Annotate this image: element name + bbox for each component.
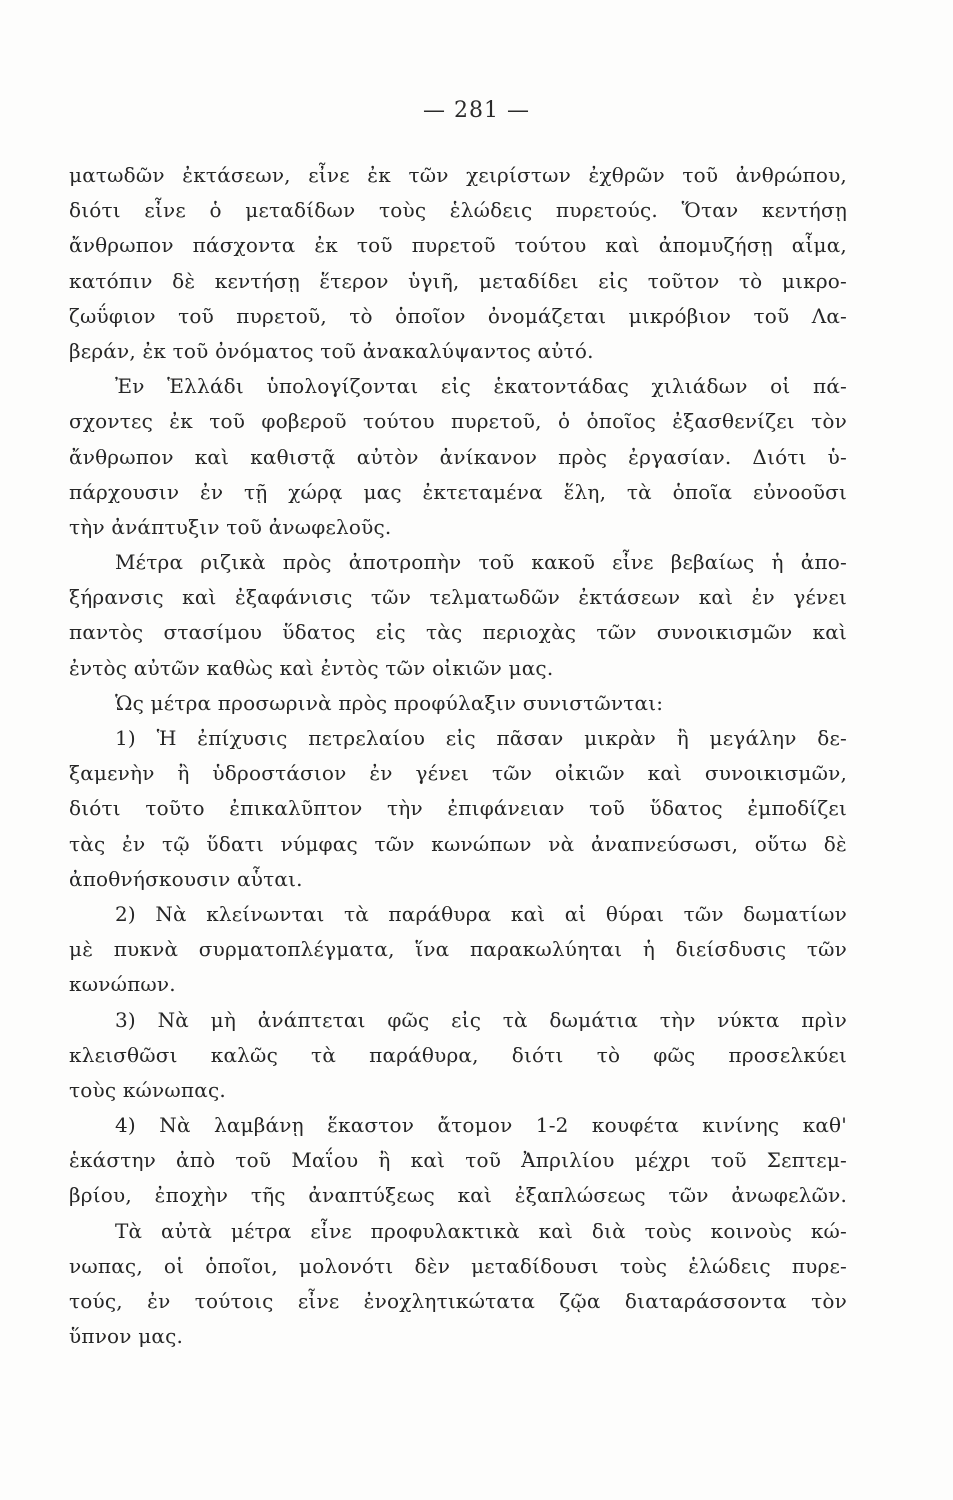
text-line: νωπας, οἱ ὁποῖοι, μολονότι δὲν μεταδίδουσι τοὺς ἑλώδεις πυρε- xyxy=(69,1253,847,1278)
text-line: Ὡς μέτρα προσωρινὰ πρὸς προφύλαξιν συνιστῶνται: xyxy=(115,690,664,715)
text-line: βρίου, ἐποχὴν τῆς ἀναπτύξεως καὶ ἐξαπλώσεως τῶν ἀνωφελῶν. xyxy=(69,1183,847,1208)
text-line: ἀποθνήσκουσιν αὗται. xyxy=(69,866,303,891)
text-line: 4) Νὰ λαμβάνῃ ἕκαστον ἄτομον 1-2 κουφέτα κινίνης καθ' xyxy=(115,1113,847,1138)
text-line: ἄνθρωπον καὶ καθιστᾷ αὐτὸν ἀνίκανον πρὸς ἐργασίαν. Διότι ὑ- xyxy=(69,444,847,469)
text-line: διότι εἶνε ὁ μεταδίδων τοὺς ἑλώδεις πυρετούς. Ὅταν κεντήσῃ xyxy=(69,198,847,223)
text-line: ματωδῶν ἐκτάσεων, εἶνε ἐκ τῶν χειρίστων ἐχθρῶν τοῦ ἀνθρώπου, xyxy=(69,163,847,187)
text-line: ἐντὸς αὐτῶν καθὼς καὶ ἐντὸς τῶν οἰκιῶν μας. xyxy=(69,655,554,680)
text-line: τούς, ἐν τούτοις εἶνε ἐνοχλητικώτατα ζῷα διαταράσσοντα τὸν xyxy=(69,1289,847,1313)
text-line: τὰς ἐν τῷ ὕδατι νύμφας τῶν κωνώπων νὰ ἀναπνεύσωσι, οὕτω δὲ xyxy=(69,831,847,856)
text-line: παντὸς στασίμου ὕδατος εἰς τὰς περιοχὰς τῶν συνοικισμῶν καὶ xyxy=(69,620,847,645)
text-line: μὲ πυκνὰ συρματοπλέγματα, ἵνα παρακωλύηται ἡ διείσδυσις τῶν xyxy=(69,937,847,962)
page-number: — 281 — xyxy=(423,98,530,123)
text-line: τοὺς κώνωπας. xyxy=(69,1077,226,1102)
body-text xyxy=(69,158,847,1354)
text-line: βεράν, ἐκ τοῦ ὀνόματος τοῦ ἀνακαλύψαντος αὐτό. xyxy=(69,338,594,363)
text-line: Μέτρα ριζικὰ πρὸς ἀποτροπὴν τοῦ κακοῦ εἶνε βεβαίως ἡ ἀπο- xyxy=(115,550,847,575)
text-line: 1) Ἡ ἐπίχυσις πετρελαίου εἰς πᾶσαν μικρὰν ἢ μεγάλην δε- xyxy=(115,726,847,750)
text-line: πάρχουσιν ἐν τῇ χώρᾳ μας ἐκτεταμένα ἕλη, τὰ ὁποῖα εὐνοοῦσι xyxy=(69,479,847,504)
text-line: 3) Νὰ μὴ ἀνάπτεται φῶς εἰς τὰ δωμάτια τὴν νύκτα πρὶν xyxy=(115,1007,847,1032)
text-line: 2) Νὰ κλείνωνται τὰ παράθυρα καὶ αἱ θύραι τῶν δωματίων xyxy=(115,901,847,926)
text-line: ἄνθρωπον πάσχοντα ἐκ τοῦ πυρετοῦ τούτου καὶ ἀπομυζήσῃ αἷμα, xyxy=(69,233,847,258)
text-line: σχοντες ἐκ τοῦ φοβεροῦ τούτου πυρετοῦ, ὁ ὁποῖος ἐξασθενίζει τὸν xyxy=(69,409,847,434)
text-line: ζωΰφιον τοῦ πυρετοῦ, τὸ ὁποῖον ὀνομάζεται μικρόβιον τοῦ Λα- xyxy=(69,303,847,328)
text-line: ξήρανσις καὶ ἐξαφάνισις τῶν τελματωδῶν ἐκτάσεων καὶ ἐν γένει xyxy=(69,585,847,610)
text-line: ξαμενὴν ἢ ὑδροστάσιον ἐν γένει τῶν οἰκιῶν καὶ συνοικισμῶν, xyxy=(69,761,847,786)
text-line: τὴν ἀνάπτυξιν τοῦ ἀνωφελοῦς. xyxy=(69,514,392,539)
text-line: κωνώπων. xyxy=(69,972,176,997)
text-line: κατόπιν δὲ κεντήσῃ ἕτερον ὑγιῆ, μεταδίδει εἰς τοῦτον τὸ μικρο- xyxy=(69,268,847,293)
text-line: κλεισθῶσι καλῶς τὰ παράθυρα, διότι τὸ φῶς προσελκύει xyxy=(69,1042,847,1067)
text-line: ὕπνον μας. xyxy=(69,1324,184,1349)
text-line: διότι τοῦτο ἐπικαλῦπτον τὴν ἐπιφάνειαν τοῦ ὕδατος ἐμποδίζει xyxy=(69,796,847,821)
text-line: ἑκάστην ἀπὸ τοῦ Μαΐου ἢ καὶ τοῦ Ἀπριλίου μέχρι τοῦ Σεπτεμ- xyxy=(69,1148,847,1173)
text-line: Ἐν Ἑλλάδι ὑπολογίζονται εἰς ἑκατοντάδας χιλιάδων οἱ πά- xyxy=(115,374,847,399)
text-line: Τὰ αὐτὰ μέτρα εἶνε προφυλακτικὰ καὶ διὰ τοὺς κοινοὺς κώ- xyxy=(115,1218,847,1243)
